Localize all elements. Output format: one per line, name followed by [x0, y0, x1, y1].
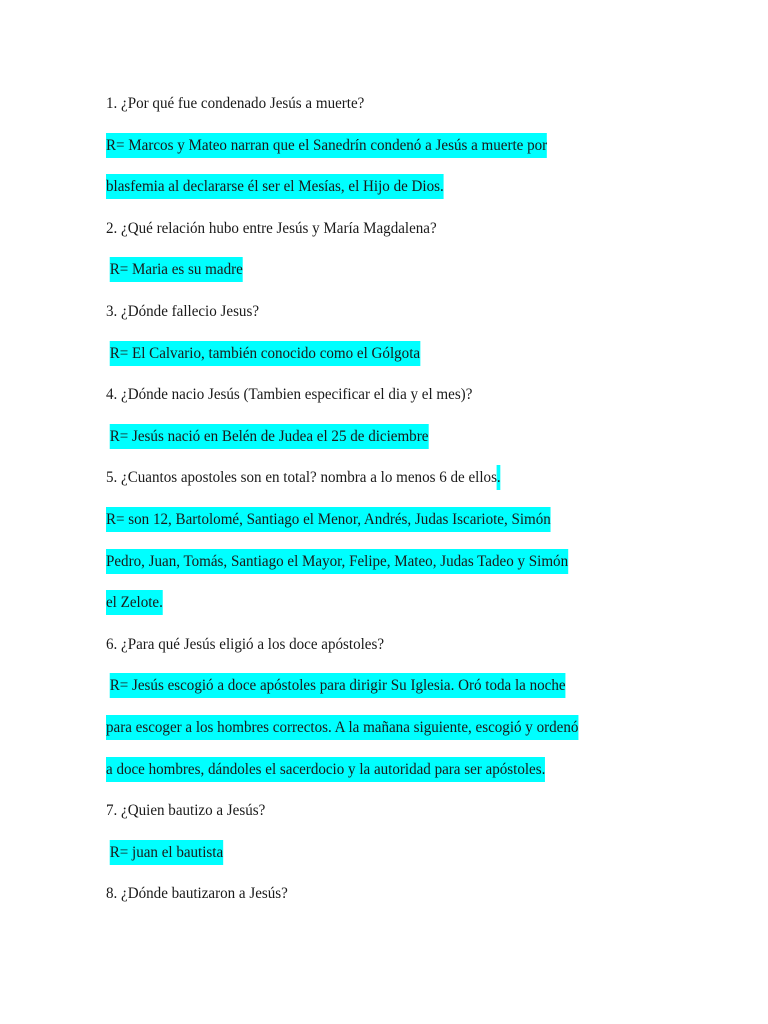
answer-5-text-3: el Zelote. [106, 590, 163, 615]
question-5-tail: . [497, 465, 501, 490]
answer-4 [106, 421, 664, 463]
answer-6-text-2: para escoger a los hombres correctos. A la mañana siguiente, escogió y ordenó [106, 715, 578, 740]
answer-6-line-1 [106, 670, 664, 712]
question-1-text: 1. ¿Por qué fue condenado Jesús a muerte? [106, 94, 365, 112]
answer-1-line-2 [106, 171, 664, 213]
answer-7 [106, 837, 664, 879]
answer-2-text: R= Maria es su madre [110, 257, 243, 282]
answer-5-line-2 [106, 546, 664, 588]
question-5 [106, 462, 664, 504]
question-1 [106, 88, 664, 130]
question-2-text: 2. ¿Qué relación hubo entre Jesús y María Magdalena? [106, 218, 437, 237]
answer-7-text: R= juan el bautista [110, 840, 223, 865]
answer-5-line-3 [106, 587, 664, 629]
question-5-text: 5. ¿Cuantos apostoles son en total? nombra a lo menos 6 de ellos [106, 468, 497, 487]
answer-2 [106, 254, 664, 296]
answer-3 [106, 338, 664, 380]
answer-4-text: R= Jesús nació en Belén de Judea el 25 de diciembre [110, 424, 429, 449]
document-body [106, 88, 664, 920]
question-3-text: 3. ¿Dónde fallecio Jesus? [106, 301, 259, 320]
question-7-text: 7. ¿Quien bautizo a Jesús? [106, 801, 266, 820]
question-8 [106, 878, 664, 920]
question-7 [106, 795, 664, 837]
answer-5-line-1 [106, 504, 664, 546]
answer-5-text-2: Pedro, Juan, Tomás, Santiago el Mayor, Felipe, Mateo, Judas Tadeo y Simón [106, 549, 568, 574]
question-8-text: 8. ¿Dónde bautizaron a Jesús? [106, 884, 288, 903]
question-2 [106, 213, 664, 255]
answer-6-line-3 [106, 754, 664, 796]
question-4 [106, 379, 664, 421]
question-6-text: 6. ¿Para qué Jesús eligió a los doce apóstoles? [106, 634, 385, 653]
question-3 [106, 296, 664, 338]
question-4-text: 4. ¿Dónde nacio Jesús (Tambien especificar el dia y el mes)? [106, 385, 473, 404]
answer-1-text-2: blasfemia al declararse él ser el Mesías, el Hijo de Dios. [106, 174, 444, 199]
answer-6-text-1: R= Jesús escogió a doce apóstoles para dirigir Su Iglesia. Oró toda la noche [110, 673, 566, 698]
answer-6-line-2 [106, 712, 664, 754]
answer-6-text-3: a doce hombres, dándoles el sacerdocio y la autoridad para ser apóstoles. [106, 757, 545, 782]
answer-1-line-1 [106, 130, 664, 172]
answer-1-text-1: R= Marcos y Mateo narran que el Sanedrín condenó a Jesús a muerte por [106, 133, 547, 158]
question-6 [106, 629, 664, 671]
answer-5-text-1: R= son 12, Bartolomé, Santiago el Menor, Andrés, Judas Iscariote, Simón [106, 507, 551, 532]
answer-3-text: R= El Calvario, también conocido como el Gólgota [110, 341, 420, 366]
